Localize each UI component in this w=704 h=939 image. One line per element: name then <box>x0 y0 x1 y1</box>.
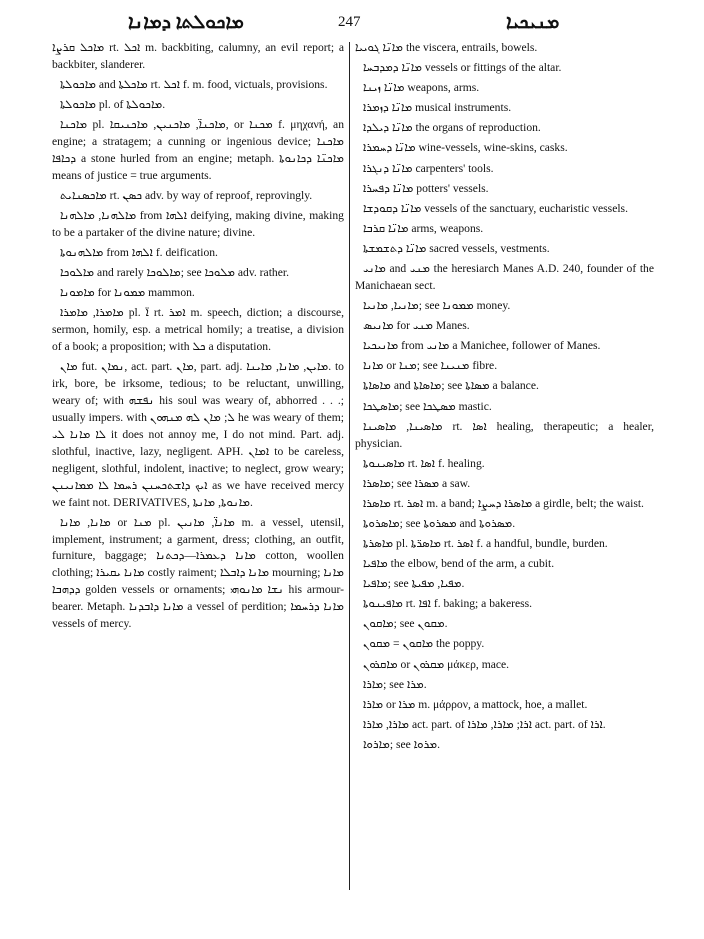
dictionary-entry: ܡܐܟܢܐ pl. ܡܐܟܢܐ̈, ܡܐܟܢܝܢ, ܡܐܟܢܝܩܐ, or ܡܟܢܐ f. μηχανή, an engine; a stratagem; a cunning or ingenious device; ܡܐܟܢܐ ܕܟܐܦܐ a stone hurled from an engine; metaph. ܡܐܟܢ̈ܐ ܕܟܐܢܘܬܐ means of justice = true arguments. <box>52 118 344 182</box>
dictionary-entry: ܡܐܢ̈ܐ ܕܬܫܡܫܬܐ sacred vessels, vestments. <box>363 241 550 255</box>
dictionary-entry: ܡܐܠܗܢܘܬܐ from ܐܠܗܐ f. deification. <box>60 246 218 260</box>
left-column <box>52 40 344 636</box>
dictionary-entry: ܡܐܢ̈ܐ ܕܙܡܪܐ musical instruments. <box>363 101 512 115</box>
dictionary-entry: ܡܐܟܘܠܬܐ pl. of ܡܐܟܘܠܬܐ. <box>60 98 166 112</box>
dictionary-entry: ܡܐܢ̈ܐ ܩܪܒܐ arms, weapons. <box>363 221 484 235</box>
dictionary-entry: ܡܐܢ̈ܐ ܕܡܕܒܚܐ vessels or fittings of the altar. <box>363 61 562 75</box>
running-head-left: ܡܐܟܘܠܬܐ ܕܡܐܢܐ <box>128 12 244 33</box>
dictionary-entry: ܡܐܡܘܢܐ for ܡܡܘܢܐ mammon. <box>60 286 195 300</box>
dictionary-entry: ܡܐܪܐ or ܡܪܐ m. μάρρον, a mattock, hoe, a mallet. <box>363 697 588 711</box>
dictionary-entry: ܡܐܢܝ and ܡܢܝ the heresiarch Manes A.D. 240, founder of the Manichaean sect. <box>355 262 654 292</box>
dictionary-entry: ܡܐܟܠ ܩܪܨܐ rt. ܐܟܠ m. backbiting, calumny, an evil report; a backbiter, slanderer. <box>52 41 344 71</box>
dictionary-entry: ܡܐܪܘܐ; see ܡܪܘܐ. <box>363 737 440 751</box>
dictionary-entry: ܡܐܢ̈ܐ ܕܝܠܕܐ the organs of reproduction. <box>363 121 541 135</box>
dictionary-entry: ܡܐܠܗܢܐ, ܡܐܠܗܢܐ from ܐܠܗܐ deifying, making divine, making to be a partaker of the divine nature; divine. <box>52 209 344 239</box>
dictionary-entry: ܡܐܣܪܬܐ pl. ܡܐܣܪ̈ܬܐ rt. ܐܣܪ f. a handful, bundle, burden. <box>363 536 608 550</box>
dictionary-entry: ܡܐܣܐܬܐ and ܡܐܣܐܬܐ; see ܡܣܐܬܐ a balance. <box>363 379 539 393</box>
dictionary-entry: ܡܐܢ̈ܐ ܕܢܓܪܐ carpenters' tools. <box>363 161 494 175</box>
running-head-right: ܡܢܝܟܝܐ <box>506 12 560 33</box>
dictionary-entry: ܡܐܣܪܐ rt. ܐܣܪ m. a band; ܡܐܣܪܐ ܕܚܨܐ a girdle, belt; the waist. <box>363 496 644 510</box>
dictionary-entry: ܡܐܦܝܐ; see ܡܦܝܐ, ܡܦܝܬܐ. <box>363 577 465 591</box>
dictionary-entry: ܡܐܢܝܣ for ܡܢܝ Manes. <box>363 319 470 333</box>
dictionary-entry: ܡܐܢ̈ܐ ܕܚܡܪܐ wine-vessels, wine-skins, casks. <box>363 141 568 155</box>
dictionary-entry: ܡܐܢ fut. ܢܡܐܢ, act. part. ܡܐܢ, part. adj. ܡܐܝܢ, ܡܐܢܐ, ܡܐܝܢܐ. to irk, bore, be irksome, tedious; to be reluctant, unwilling, weary of; with ܢܦܫܗ his soul was weary of, abhorred . . .; usually impers. with ܠ; ܡܐܢ ܠܗ ܡܢܗܘܢ he was weary of them; ܠܐ ܡܐܢܐ ܠܝ it does not annoy me, I do not mind. Part. adj. slothful, inactive, lazy, negligent. APH. ܐܡܐܢ to be careless, negligent, slothful, indolent, inactive; to neglect, grow weary; ܐܝܟ ܕܐܫܬܟܚܢܢ ܪܚܡܐ ܠܐ ܡܡܐܢܝܢܢ as we have received mercy we faint not. DERIVATIVES, ܡܐܢܘܬܐ, ܡܐܢܬܐ. <box>52 360 345 509</box>
dictionary-entry: ܡܐܟܣܢܐܝܬ rt. ܟܣܢ adv. by way of reproof, reprovingly. <box>60 189 313 202</box>
dictionary-entry: ܡܐܢܝܐ, ܡܐܢܝܐ; see ܡܡܘܢܐ money. <box>363 299 511 313</box>
dictionary-entry: ܡܐܪܐ; see ܡܪܐ. <box>363 677 427 691</box>
dictionary-entry: ܡܐܦܝܢܘܬܐ rt. ܐܦܐ f. baking; a bakeress. <box>363 597 533 611</box>
column-divider <box>349 42 350 890</box>
dictionary-entry: ܡܐܢܐ or ܡܢܐ; see ܡܢܝܢܐ fibre. <box>363 359 498 373</box>
dictionary-entry: ܡܐܦܝܐ the elbow, bend of the arm, a cubit. <box>363 557 555 571</box>
dictionary-entry: ܡܐܢ̈ܐ ܓܘܝܝܐ the viscera, entrails, bowels. <box>355 41 538 54</box>
dictionary-entry: ܡܐܣܪܘܬܐ; see ܡܣܪܘܬܐ and ܡܣܪܘܬܐ. <box>363 516 516 530</box>
page-number: 247 <box>338 14 361 30</box>
dictionary-entry: ܡܐܣܝܢܐ, ܡܐܣܝܢܐ rt. ܐܣܐ healing, therapeutic; a healer, physician. <box>355 419 655 450</box>
dictionary-entry: ܡܐܟܘܠܬܐ and ܡܐܟܠܬܐ rt. ܐܟܠ f. m. food, victuals, provisions. <box>60 78 328 91</box>
dictionary-entry: ܡܐܠܘܟܐ and rarely ܡܐܠܘܟܐ; see ܡܠܘܟܐ adv. rather. <box>60 266 289 280</box>
dictionary-entry: ܡܐܢ̈ܐ ܙܝܢܐ weapons, arms. <box>363 81 480 95</box>
dictionary-entry: ܡܐܢܐ, ܡܐܢܐ or ܡܢܐ pl. ܡܐܢܐ̈, ܡܐܢܝܢ m. a vessel, utensil, implement, instrument; a garment, dress; clothing, an outfit, furniture, baggage; ܡܐܢܐ ܕܥܡܪܐ—ܕܟܬܢܐ cotton, woollen clothing; ܡܐܢܐ ܝܩܝܪܐ costly raiment; ܡܐܢܐ ܕܐܒܠܐ mourning; ܡܐܢܐ ܕܕܗܒܐ golden vessels or ornaments; ܢܫܐ ܡܐܢܘܗܝ his armour-bearer. Metaph. ܡܐܢܐ ܕܐܒܕܢܐ a vessel of perdition; ܡܐܢܐ ܕܪܚܡܐ vessels of mercy. <box>52 515 345 631</box>
dictionary-entry: ܡܐܩܘܢ = ܡܩܘܢ the poppy. <box>363 637 485 651</box>
page-header <box>0 10 704 36</box>
dictionary-entry: ܡܐܣܪܐ; see ܡܣܪܐ a saw. <box>363 476 471 490</box>
dictionary-entry: ܡܐܢ̈ܐ ܕܩܘܕܫܐ vessels of the sanctuary, eucharistic vessels. <box>363 201 628 215</box>
dictionary-entry: ܡܐܣܛܟܐ; see ܡܣܛܟܐ mastic. <box>363 399 492 413</box>
dictionary-entry: ܡܐܡܪܐ, ܡܐܡܪܐ pl. ܐ̈ rt. ܐܡܪ m. speech, diction; a discourse, sermon, homily, esp. a metrical homily; a treatise, a division of a book; a proposition; with ܟܠ a disputation. <box>52 306 345 354</box>
dictionary-entry: ܡܐܢܝܟܝܐ from ܡܐܢܝ a Manichee, follower of Manes. <box>363 339 601 353</box>
right-column <box>355 40 654 757</box>
dictionary-entry: ܡܐܩܘܢ; see ܡܩܘܢ. <box>363 617 448 631</box>
dictionary-entry: ܡܐܩܪܘܢ or ܡܩܪܘܢ μάκερ, mace. <box>363 657 510 671</box>
dictionary-entry: ܡܐܣܝܢܘܬܐ rt. ܐܣܐ f. healing. <box>363 456 485 470</box>
dictionary-entry: ܡܐܪܐ, ܡܐܪܐ act. part. of ܐܪܐ; ܡܐܪܐ, ܡܐܪܐ act. part. of ܐܪܐ. <box>363 717 606 731</box>
dictionary-entry: ܡܐܢ̈ܐ ܕܦܚܪܐ potters' vessels. <box>363 181 489 195</box>
